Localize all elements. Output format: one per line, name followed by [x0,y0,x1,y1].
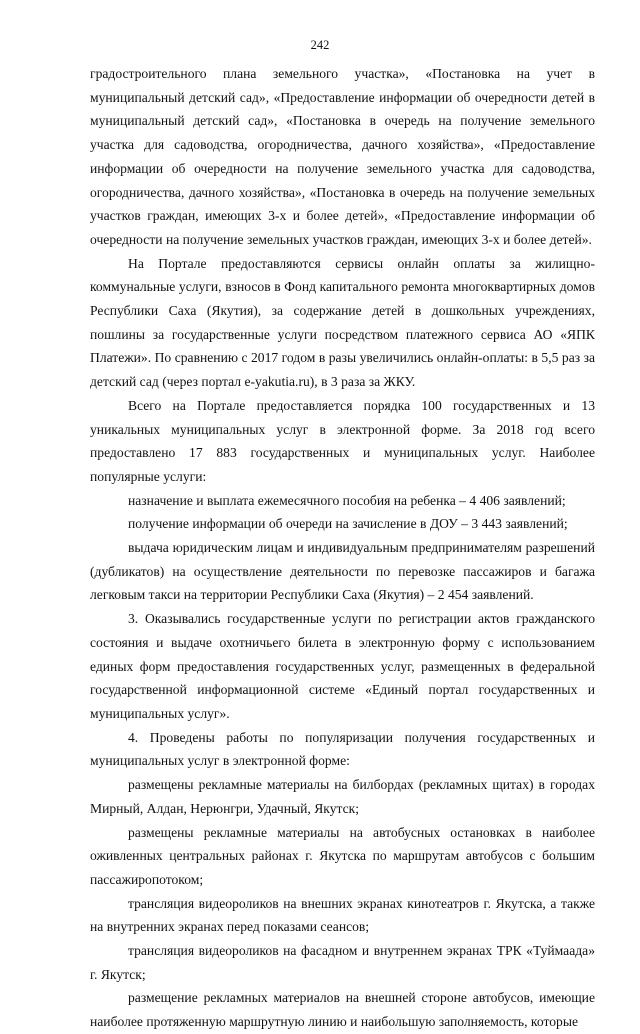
list-item-bus-stops: размещены рекламные материалы на автобусных остановках в наиболее оживленных центральных районах г. Якутска по маршрутам автобусов с большим пассажиропотоком; [90,824,595,887]
paragraph-services-count: Всего на Портале предоставляется порядка 100 государственных и 13 уникальных муниципальных услуг в электронной форме. За 2018 год всего предоставлено 17 883 государственных и муниципальных услуг. Наиболее популярные услуги: [90,397,595,484]
list-item-kindergarten-queue: получение информации об очереди на зачисление в ДОУ – 3 443 заявлений; [128,516,568,532]
list-item-bus-ads: размещение рекламных материалов на внешней стороне автобусов, имеющие наиболее протяженную маршрутную линию и наибольшую заполняемость, которые [90,990,595,1030]
list-item-child-benefit: назначение и выплата ежемесячного пособия на ребенка – 4 406 заявлений; [128,492,566,508]
paragraph-services-list: градостроительного плана земельного участка», «Постановка на учет в муниципальный детский сад», «Предоставление информации об очередности детей в муниципальный детский сад», «Постановка в очередь на получение земельного участка для садоводства, огородничества, дачного хозяйства», «Предоставление информации об очередности на получение земельного участка для садоводства, огородничества, дачного хозяйства», «Постановка в очередь на получение земельных участков граждан, имеющих 3-х и более детей», «Предоставление информации об очередности на получение земельных участков граждан, имеющих 3-х и более детей». [90,66,595,247]
list-item-cinema-screens: трансляция видеороликов на внешних экранах кинотеатров г. Якутска, а также на внутренних экранах перед показами сеансов; [90,895,595,935]
page-number: 242 [310,38,330,52]
paragraph-online-payments: На Портале предоставляются сервисы онлайн оплаты за жилищно-коммунальные услуги, взносов в Фонд капитального ремонта многоквартирных домов Республики Саха (Якутия), за содержание детей в дошкольных учреждениях, пошлины за государственные услуги посредством платежного сервиса АО «ЯПК Платежи». По сравнению с 2017 годом в разы увеличились онлайн-оплаты: в 5,5 раз за детский сад (через портал e-yakutia.ru), в 3 раза за ЖКУ. [90,255,595,390]
document-body [90,62,595,1034]
list-item-billboards: размещены рекламные материалы на билбордах (рекламных щитах) в городах Мирный, Алдан, Нерюнгри, Удачный, Якутск; [90,777,595,816]
paragraph-popularization: 4. Проведены работы по популяризации получения государственных и муниципальных услуг в электронной форме: [90,729,595,769]
list-item-mall-screens: трансляция видеороликов на фасадном и внутреннем экранах ТРК «Туймаада» г. Якутск; [90,943,595,982]
list-item-taxi-permits: выдача юридическим лицам и индивидуальным предпринимателям разрешений (дубликатов) на осуществление деятельности по перевозке пассажиров и багажа легковым такси на территории Республики Саха (Якутия) – 2 454 заявлений. [90,540,595,603]
paragraph-civil-registration: 3. Оказывались государственные услуги по регистрации актов гражданского состояния и выдаче охотничьего билета в электронную форму с использованием единых форм предоставления государственных услуг, размещенных в федеральной государственной информационной системе «Единый портал государственных и муниципальных услуг». [90,611,595,721]
